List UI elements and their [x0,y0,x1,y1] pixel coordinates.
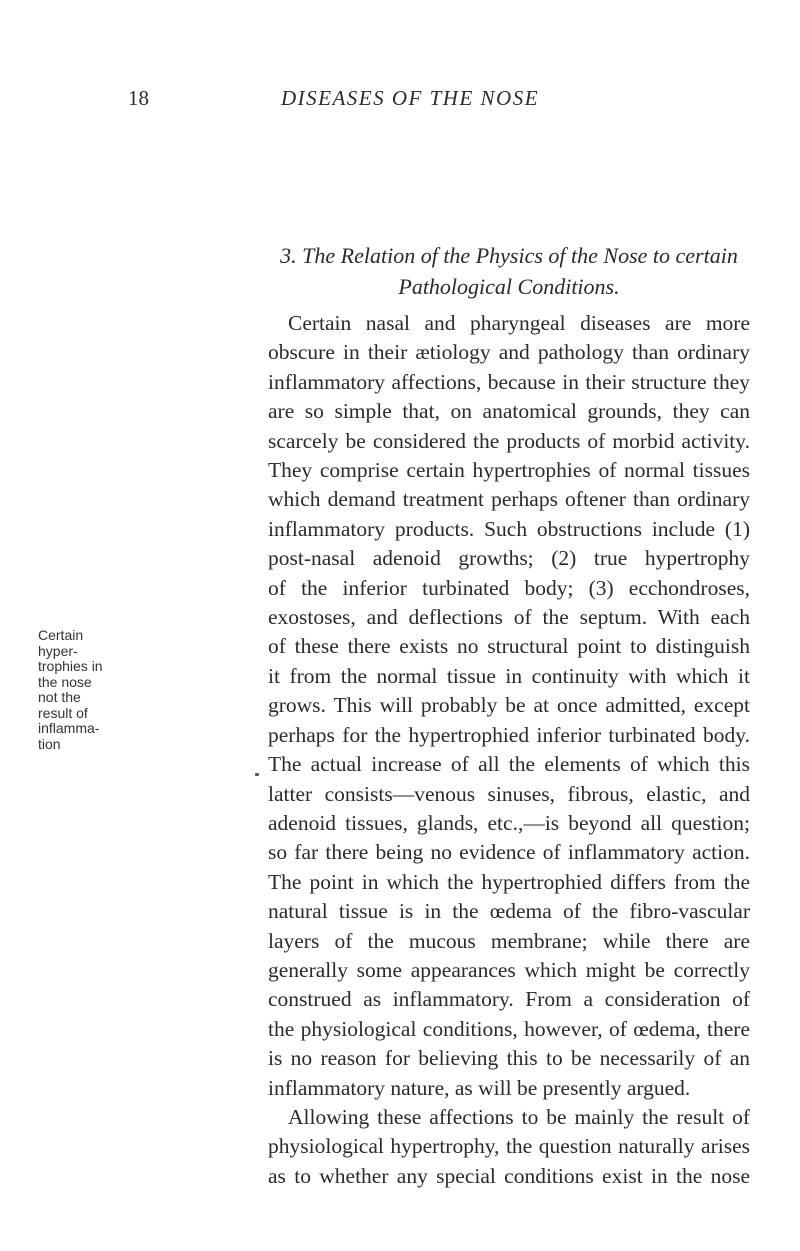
text-line: which demand treatment perhaps oftener than ordinary [268,487,750,512]
text-line: inflammatory products. Such obstructions include (1) [268,516,750,541]
text-line: so far there being no evidence of inflammatory action. [268,840,750,865]
text-line: generally some appearances which might be correctly [268,957,750,982]
text-line: is no reason for believing this to be necessarily of an [268,1046,750,1071]
text-line: as to whether any special conditions exist in the nose [268,1163,750,1188]
text-line: perhaps for the hypertrophied inferior turbinated body. [268,722,750,747]
text-line: the physiological conditions, however, of œdema, there [268,1016,750,1041]
text-line: grows. This will probably be at once admitted, except [268,693,750,718]
text-line: physiological hypertrophy, the question naturally arises [268,1134,750,1159]
text-line: construed as inflammatory. From a consideration of [268,987,750,1012]
text-line: Certain nasal and pharyngeal diseases are more [288,311,750,335]
text-line: exostoses, and deflections of the septum. With each [268,605,750,630]
print-speck [255,773,259,776]
page-number: 18 [128,86,149,110]
text-line: The actual increase of all the elements of which this [268,752,750,777]
text-line: it from the normal tissue in continuity with which it [268,663,750,688]
text-line: are so simple that, on anatomical grounds, they can [268,399,750,424]
margin-note-line: inflamma- [38,720,100,736]
text-line: inflammatory nature, as will be presently argued. [268,1075,691,1100]
text-line: latter consists—venous sinuses, fibrous, elastic, and [268,781,750,806]
margin-note-line: trophies in [38,658,103,674]
text-line: inflammatory affections, because in their structure they [268,369,750,394]
text-line: post-nasal adenoid growths; (2) true hypertrophy [268,546,750,571]
text-line: natural tissue is in the œdema of the fibro-vascular [268,899,750,924]
text-line: of these there exists no structural point to distinguish [268,634,750,659]
text-line: of the inferior turbinated body; (3) ecchondroses, [268,575,750,600]
running-head [0,86,800,116]
text-line: The point in which the hypertrophied differs from the [268,869,750,894]
body-text [268,309,750,1191]
margin-note-line: not the [38,689,81,705]
text-line: obscure in their ætiology and pathology than ordinary [268,340,750,365]
text-line: layers of the mucous membrane; while there are [268,928,750,953]
margin-note [38,628,128,752]
text-line: Allowing these affections to be mainly the result of [288,1104,750,1129]
margin-note-line: tion [38,735,61,752]
text-line: adenoid tissues, glands, etc.,—is beyond all question; [268,810,750,835]
paragraph-1 [268,309,750,1103]
paragraph-2 [268,1103,750,1191]
margin-note-line: the nose [38,673,92,690]
running-title: DISEASES OF THE NOSE [280,86,540,110]
margin-note-line: Certain [38,627,84,643]
section-heading [268,240,750,302]
text-line: scarcely be considered the products of morbid activity. [268,428,750,453]
section-heading-line: 3. The Relation of the Physics of the Nose to certain [280,243,738,268]
margin-note-line: result of [38,704,88,721]
text-line: They comprise certain hypertrophies of normal tissues [268,458,750,483]
margin-note-line: hyper- [38,642,78,659]
section-heading-line: Pathological Conditions. [398,274,620,299]
